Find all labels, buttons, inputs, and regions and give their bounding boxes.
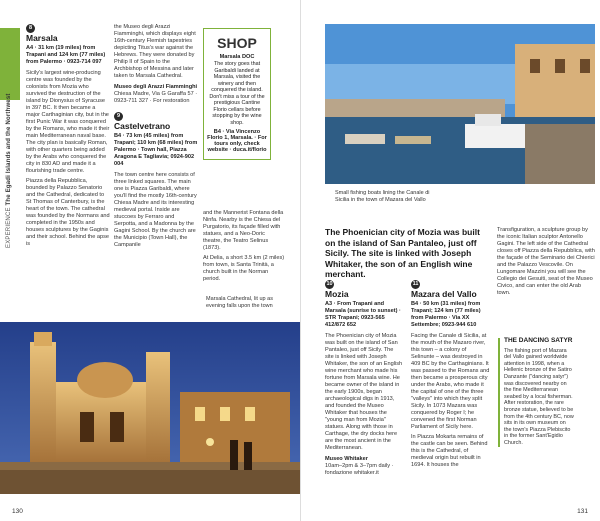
dancing-satyr-box: [498, 338, 574, 447]
marsala-paragraph-1: Sicily's largest wine-producing centre was founded by the colonists from Mozia who survived the destruction of the island by Dionysius of Syracuse in 397 BC. It then became a major Carthaginian city, but in the first Punic War it was conquered by the Romans, who made it their main Mediterranean naval base. The city plan is basically Roman, with other quarters being added by the Arabs who conquered the city in 830 AD and made it a flourishing trade centre.: [26, 70, 110, 174]
marsala-paragraph-3: the Museo degli Arazzi Fiamminghi, which displays eight 16th-century Flemish tapestries depicting Titus's war against the Hebrews. They were donated by Philip II of Spain to the Archbishop of Messina and later taken to Marsala Cathedral.: [114, 24, 196, 79]
cathedral-illustration: [0, 322, 300, 494]
marsala-entry: [26, 24, 110, 251]
shop-title: SHOP: [217, 35, 257, 51]
shop-info: B4 · Via Vincenzo Florio 1, Marsala. · For tours only, check website · duca.it/florio: [207, 129, 267, 153]
shop-text: The story goes that Garibaldi landed at Marsala, visited the winery and then conquered the island. Don't miss a tour of the prestigious Cantine Florio cellars before stopping by the wine shop.: [209, 61, 265, 126]
marsala-info: A4 · 31 km (19 miles) from Trapani and 124 km (77 miles) from Palermo · 0923-714 097: [26, 45, 106, 65]
mazara-heading: Mazara del Vallo: [411, 289, 477, 299]
running-head: [6, 93, 12, 248]
entry-number-8: 8: [26, 24, 35, 33]
chapter-tab-color: [0, 28, 20, 100]
marsala-paragraph-2: Piazza della Repubblica, bounded by Palazzo Senatorio and the Cathedral, dedicated to St Thomas of Canterbury, is the heart of the town. The cathedral was founded by the Normans and completed in the 1950s and houses sculptures by the Gaginis and their school. Behind the apse is: [26, 178, 110, 247]
entry-number-11: 11: [412, 281, 419, 287]
shop-box: [203, 28, 271, 160]
mazara-paragraph-1: Facing the Canale di Sicilia, at the mouth of the Mazaro river, this town – a colony of Selinunte – was destroyed in 409 BC by the Carthaginians. It was passed to the Romans and then became a prosperous city under the Arabs, who made it the capital of one of the three "valleys" into which they split Sicily. In 1073 Mazara was conquered by Roger I; he convened the first Norman Parliament of Sicily here.: [411, 333, 490, 430]
mozia-museum-name: Museo Whitaker: [325, 456, 368, 462]
shop-name: Marsala DOC: [219, 54, 255, 60]
castelvetrano-heading: Castelvetrano: [114, 121, 171, 131]
mozia-entry: [325, 280, 403, 480]
harbour-illustration: [325, 24, 595, 184]
running-head-region: The Egadi Islands and the Northwest: [6, 93, 12, 206]
mazara-continued: Transfiguration, a sculpture group by the iconic Italian sculptor Antonello Gagini. The left side of the Cathedral closes off Piazza della Repubblica, with the façade of the Seminario dei Chierici and the Palazzo Vescovile. On Lungomare Mazzini you will see the Collegio dei Gesuiti, seat of the Museo Civico, and can enter the old Arab town.: [497, 227, 595, 296]
castelvetrano-continued: [203, 210, 285, 286]
mozia-info: A3 · From Trapani and Marsala (sunrise to sunset) · STR Trapani; 0923-565 412/872 652: [325, 301, 401, 328]
dancing-satyr-title: THE DANCING SATYR: [504, 337, 573, 344]
harbour-caption: Small fishing boats lining the Canale di Sicilia in the town of Mazara del Vallo: [335, 190, 430, 203]
dancing-satyr-text: The fishing port of Mazara del Vallo gained worldwide attention in 1998, when a Hellenic bronze of the Satiro Danzante ("dancing satyr") was discovered nearby on the fine Mediterranean seabed by a local fisherman. After restoration, the rare bronze statue, believed to be from the 4th century BC, now sits in its own museum on the town's Piazza Plebiscito in the former Sant'Egidio Church.: [504, 347, 574, 446]
middle-column: [114, 24, 198, 252]
marsala-heading: Marsala: [26, 33, 58, 43]
mazara-info: B4 · 50 km (31 miles) from Trapani; 124 km (77 miles) from Palermo · Via XX Settembre; 0923-944 610: [411, 301, 481, 328]
marsala-museum-name: Museo degli Arazzi Fiamminghi: [114, 84, 198, 90]
mozia-heading: Mozia: [325, 289, 349, 299]
mozia-paragraph-1: The Phoenician city of Mozia was built on the island of San Pantaleo, just off Sicily. The site is linked with Joseph Whitaker, the son of an English wine merchant who made his fortune from Marsala wine. He became owner of the island in the early 1900s, began archaeological digs in 1913, and founded the Museo Whitaker that houses the "young man from Mozia" statues. Along with those in Carthage, the dry docks here are the most ancient in the Mediterranean.: [325, 333, 403, 451]
page-number-right: 131: [577, 508, 588, 515]
marsala-cathedral-photo: [0, 322, 300, 494]
page-number-left: 130: [12, 508, 23, 515]
entry-number-10: 10: [326, 281, 333, 287]
cathedral-caption: Marsala Cathedral, lit up as evening falls upon the town: [206, 296, 273, 309]
entry-number-9: 9: [114, 112, 123, 121]
mazara-paragraph-2: In Piazza Mokarta remains of the castle can be seen. Behind this is the Cathedral, of medieval origin but rebuilt in 1694. It houses the: [411, 434, 488, 468]
castelvetrano-info: B4 · 73 km (45 miles) from Trapani; 110 km (68 miles) from Palermo · Town hall, Piazza Aragona E Tagliavia; 0924-902 004: [114, 133, 198, 167]
mazara-entry: [411, 280, 491, 472]
mazara-harbour-photo: [325, 24, 595, 184]
marsala-museum-info: Chiesa Madre, Via G Garaffa 57 · 0923-711 327 · For restoration: [114, 91, 198, 104]
castelvetrano-paragraph-3: At Delia, a short 3.5 km (2 miles) from town, is Santa Trinità, a church built in the Norman period.: [203, 255, 285, 282]
pull-quote: The Phoenician city of Mozia was built on the island of San Pantaleo, just off Sicily. The site is linked with Joseph Whitaker, the son of an English wine merchant.: [325, 227, 480, 279]
castelvetrano-paragraph-1: The town centre here consists of three linked squares. The main one is Piazza Garibaldi, where you'll find the mostly 16th-century Chiesa Madre and its interesting medieval portal. Inside are stuccoes by Ferraro and Serpotta, and a Madonna by the Gagini School. By the church are the Municipio (Town Hall), the Campanile: [114, 172, 197, 248]
castelvetrano-paragraph-2: and the Mannerist Fontana della Ninfa. Nearby is the Chiesa del Purgatorio, its façade filled with statues, and a Neo-Doric theatre, the Teatro Selinus (1873).: [203, 210, 284, 251]
running-head-label: EXPERIENCE: [6, 207, 12, 248]
mozia-museum-info: 10am–2pm & 3–7pm daily · fondazione whitaker.it: [325, 463, 394, 476]
